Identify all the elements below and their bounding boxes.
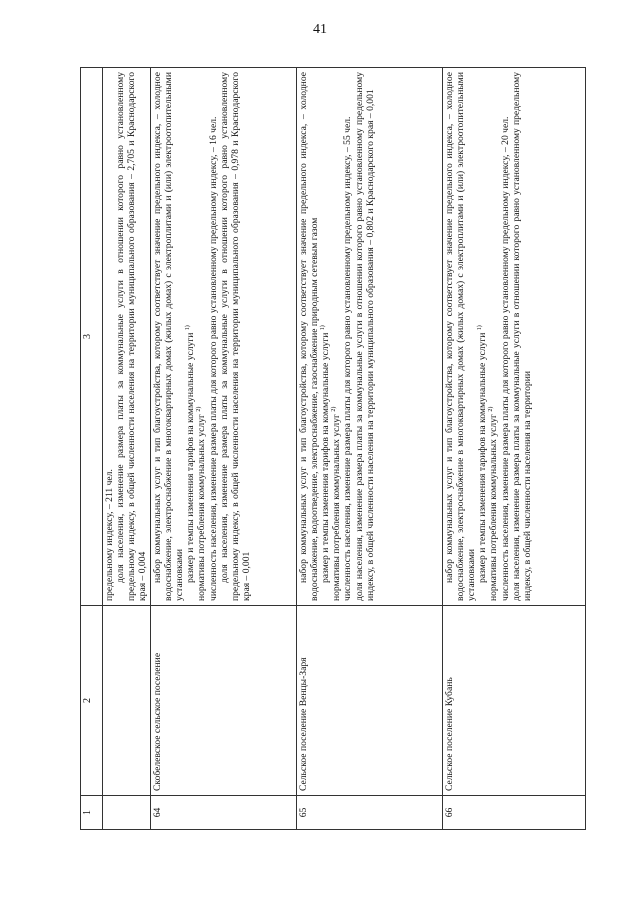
- header-col-2: 2: [81, 606, 103, 796]
- continuation-line-1: предельному индексу, – 211 чел.: [104, 469, 115, 601]
- tariff-text: размер и темпы изменения тарифов на коммунальные услуги $^{1)}$: [184, 325, 197, 583]
- tariff-text: размер и темпы изменения тарифов на коммунальные услуги $^{1)}$: [319, 325, 331, 583]
- population-text: численность населения, изменение размера платы для которого равно установленному предельному индексу, – 20 чел.: [499, 116, 511, 601]
- service-set-text: набор коммунальных услуг и тип благоустройства, которому соответствует значение предельного индекса, – холодное водоснабжение, водоотведение, электроснабжение, газоснабжение природным сетевым газом: [297, 72, 320, 601]
- row-number: 66: [442, 796, 586, 830]
- norms-text: нормативы потребления коммунальных услуг $^{2)}$: [196, 406, 208, 601]
- continuation-row: [103, 68, 151, 830]
- table-row: [296, 68, 442, 830]
- population-share-text: доля населения, изменение размера платы за коммунальные услуги в отношении которого равно установленному предельному индексу, в общей численности населения на территории: [510, 72, 533, 601]
- row-content: [296, 68, 442, 606]
- norms-text: нормативы потребления коммунальных услуг $^{2)}$: [488, 406, 500, 601]
- continuation-num: [103, 796, 151, 830]
- population-share-text: доля населения, изменение размера платы за коммунальные услуги в отношении которого равно установленному предельному индексу, в общей численности населения на территории муниципального образования – 0,978 и Краснодарского края – 0,001: [218, 72, 252, 601]
- continuation-line-2: доля населения, изменение размера платы за коммунальные услуги в отношении которого равно установленному предельному индексу, в общей численности населения на территории муниципального образования – 2,705 и Краснодарского края – 0,004: [115, 72, 149, 601]
- rotated-table-wrapper: [80, 68, 586, 830]
- header-col-1: 1: [81, 796, 103, 830]
- row-number: 65: [296, 796, 442, 830]
- service-set-text: набор коммунальных услуг и тип благоустройства, которому соответствует значение предельного индекса, – холодное водоснабжение, электроснабжение в многоквартирных домах (жилых домах) с электроплитами и (или) электроотопительными установками: [443, 72, 477, 601]
- row-number: 64: [150, 796, 296, 830]
- tariff-text: размер и темпы изменения тарифов на коммунальные услуги $^{1)}$: [476, 325, 489, 583]
- settlement-name: Скобелевское сельское поселение: [150, 606, 296, 796]
- table-row: [150, 68, 296, 830]
- settlement-name: Сельское поселение Кубань: [442, 606, 586, 796]
- table-row: [442, 68, 586, 830]
- norms-text: нормативы потребления коммунальных услуг $^{2)}$: [331, 406, 343, 601]
- population-text: численность населения, изменение размера платы для которого равно установленному предельному индексу, – 55 чел.: [342, 116, 354, 601]
- row-content: [442, 68, 586, 606]
- header-col-3: 3: [81, 68, 103, 606]
- continuation-content: [103, 68, 151, 606]
- row-content: [150, 68, 296, 606]
- population-text: численность населения, изменение размера платы для которого равно установленному предельному индексу, – 16 чел.: [207, 116, 219, 601]
- population-share-text: доля населения, изменение размера платы за коммунальные услуги в отношении которого равно установленному предельному индексу, в общей численности населения на территории муниципального образования – 0,802 и Краснодарского края – 0,001: [353, 72, 376, 601]
- settlement-name: Сельское поселение Венцы-Заря: [296, 606, 442, 796]
- indices-table: [80, 67, 586, 830]
- header-row: [81, 68, 103, 830]
- page-number: 41: [313, 22, 327, 37]
- continuation-name: [103, 606, 151, 796]
- service-set-text: набор коммунальных услуг и тип благоустройства, которому соответствует значение предельного индекса, – холодное водоснабжение, электроснабжение в многоквартирных домах (жилых домах) с электроплитами и (или) электроотопительными установками: [151, 72, 185, 601]
